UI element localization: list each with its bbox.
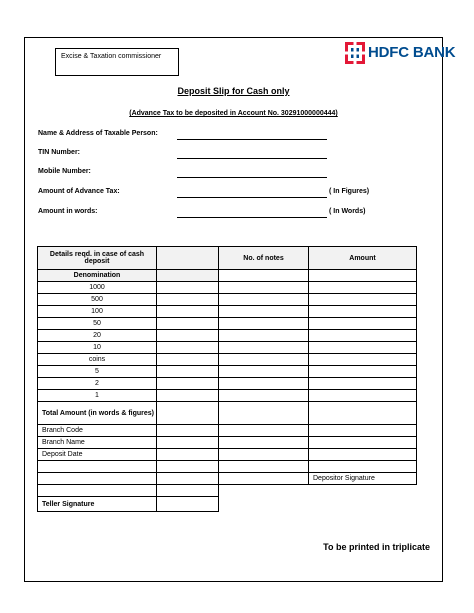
table-cell (309, 497, 417, 512)
table-cell[interactable] (309, 342, 417, 354)
table-cell[interactable] (157, 306, 219, 318)
table-cell[interactable] (157, 402, 219, 425)
table-cell[interactable] (219, 402, 309, 425)
table-row (38, 282, 417, 294)
table-cell[interactable] (219, 306, 309, 318)
table-cell[interactable] (157, 294, 219, 306)
spacer-row (38, 485, 417, 497)
table-cell[interactable] (219, 425, 309, 437)
slip-title: Deposit Slip for Cash only (177, 86, 290, 96)
denomination-value: 2 (38, 378, 157, 390)
denomination-value: 50 (38, 318, 157, 330)
table-row (38, 294, 417, 306)
bank-name: HDFC BANK (368, 44, 456, 61)
table-cell[interactable] (309, 390, 417, 402)
table-cell (157, 485, 219, 497)
table-cell[interactable] (219, 282, 309, 294)
table-cell (38, 485, 157, 497)
denomination-value: 500 (38, 294, 157, 306)
field-name-address-label: Name & Address of Taxable Person: (38, 130, 158, 137)
table-cell[interactable] (309, 318, 417, 330)
table-row (38, 461, 417, 473)
table-cell[interactable] (309, 461, 417, 473)
denomination-value: 100 (38, 306, 157, 318)
authority-box (55, 48, 179, 76)
table-cell[interactable] (219, 318, 309, 330)
table-cell (38, 461, 157, 473)
table-cell[interactable] (157, 437, 219, 449)
table-cell[interactable] (309, 354, 417, 366)
table-cell[interactable] (219, 390, 309, 402)
denomination-value: coins (38, 354, 157, 366)
deposit-date-row (38, 449, 417, 461)
table-cell[interactable] (157, 497, 219, 512)
table-cell[interactable] (219, 354, 309, 366)
table-cell[interactable] (219, 461, 309, 473)
authority-label: Excise & Taxation commissioner (61, 53, 162, 60)
table-cell[interactable] (219, 330, 309, 342)
table-cell[interactable] (157, 282, 219, 294)
field-amount-words-suffix: ( In Words) (329, 208, 366, 215)
table-cell[interactable] (309, 282, 417, 294)
denomination-value: 5 (38, 366, 157, 378)
depositor-signature-label: Depositor Signature (309, 473, 417, 485)
table-cell[interactable] (309, 270, 417, 282)
table-cell[interactable] (309, 402, 417, 425)
table-cell (157, 270, 219, 282)
cash-deposit-table (37, 246, 417, 512)
table-cell[interactable] (157, 461, 219, 473)
table-cell (38, 473, 157, 485)
field-mobile-line[interactable] (177, 168, 327, 178)
table-cell[interactable] (157, 366, 219, 378)
total-amount-label: Total Amount (in words & figures) (38, 402, 157, 425)
table-cell[interactable] (157, 425, 219, 437)
field-advance-tax-line[interactable] (177, 188, 327, 198)
table-cell[interactable] (219, 378, 309, 390)
hdfc-bank-logo (345, 42, 456, 70)
table-cell[interactable] (157, 449, 219, 461)
table-row (38, 366, 417, 378)
table-cell[interactable] (309, 294, 417, 306)
teller-signature-label: Teller Signature (38, 497, 157, 512)
table-cell[interactable] (157, 390, 219, 402)
teller-signature-row (38, 497, 417, 512)
field-mobile-label: Mobile Number: (38, 168, 91, 175)
branch-name-label: Branch Name (38, 437, 157, 449)
table-row (38, 390, 417, 402)
table-cell[interactable] (309, 437, 417, 449)
table-cell[interactable] (219, 473, 309, 485)
table-cell[interactable] (219, 294, 309, 306)
table-cell[interactable] (157, 354, 219, 366)
table-cell (309, 485, 417, 497)
depositor-signature-row (38, 473, 417, 485)
table-cell (219, 485, 309, 497)
table-cell (219, 497, 309, 512)
table-cell[interactable] (309, 378, 417, 390)
header-blank (157, 247, 219, 270)
deposit-slip-frame (24, 37, 456, 582)
table-row (38, 318, 417, 330)
table-cell[interactable] (219, 342, 309, 354)
denomination-value: 1 (38, 390, 157, 402)
table-cell[interactable] (219, 437, 309, 449)
field-amount-words-line[interactable] (177, 208, 327, 218)
table-cell[interactable] (309, 449, 417, 461)
table-cell[interactable] (157, 318, 219, 330)
table-cell[interactable] (219, 449, 309, 461)
table-row (38, 306, 417, 318)
table-cell[interactable] (157, 330, 219, 342)
table-header-row (38, 247, 417, 270)
branch-code-row (38, 425, 417, 437)
slip-subtitle: (Advance Tax to be deposited in Account No. 30291000000444) (129, 110, 338, 117)
table-row (38, 330, 417, 342)
table-cell[interactable] (309, 306, 417, 318)
table-cell[interactable] (157, 342, 219, 354)
branch-code-label: Branch Code (38, 425, 157, 437)
table-row (38, 378, 417, 390)
table-cell[interactable] (157, 378, 219, 390)
table-cell[interactable] (309, 366, 417, 378)
header-amount: Amount (309, 247, 417, 270)
triplicate-note: To be printed in triplicate (323, 542, 430, 552)
table-cell[interactable] (309, 425, 417, 437)
denomination-value: 10 (38, 342, 157, 354)
table-cell[interactable] (219, 270, 309, 282)
field-amount-words-label: Amount in words: (38, 208, 98, 215)
table-cell[interactable] (157, 473, 219, 485)
header-notes: No. of notes (219, 247, 309, 270)
branch-name-row (38, 437, 417, 449)
table-cell[interactable] (219, 366, 309, 378)
field-advance-tax-suffix: ( In Figures) (329, 188, 370, 195)
field-advance-tax-label: Amount of Advance Tax: (38, 188, 120, 195)
denomination-value: 1000 (38, 282, 157, 294)
table-row (38, 342, 417, 354)
hdfc-logo-icon (345, 42, 365, 64)
field-tin-line[interactable] (177, 149, 327, 159)
header-details: Details reqd. in case of cash deposit (38, 247, 157, 270)
denomination-value: 20 (38, 330, 157, 342)
deposit-date-label: Deposit Date (38, 449, 157, 461)
field-name-address-line[interactable] (177, 130, 327, 140)
table-cell[interactable] (309, 330, 417, 342)
header-denomination: Denomination (38, 270, 157, 282)
total-amount-row (38, 402, 417, 425)
denomination-header-row (38, 270, 417, 282)
table-row (38, 354, 417, 366)
field-tin-label: TIN Number: (38, 149, 80, 156)
